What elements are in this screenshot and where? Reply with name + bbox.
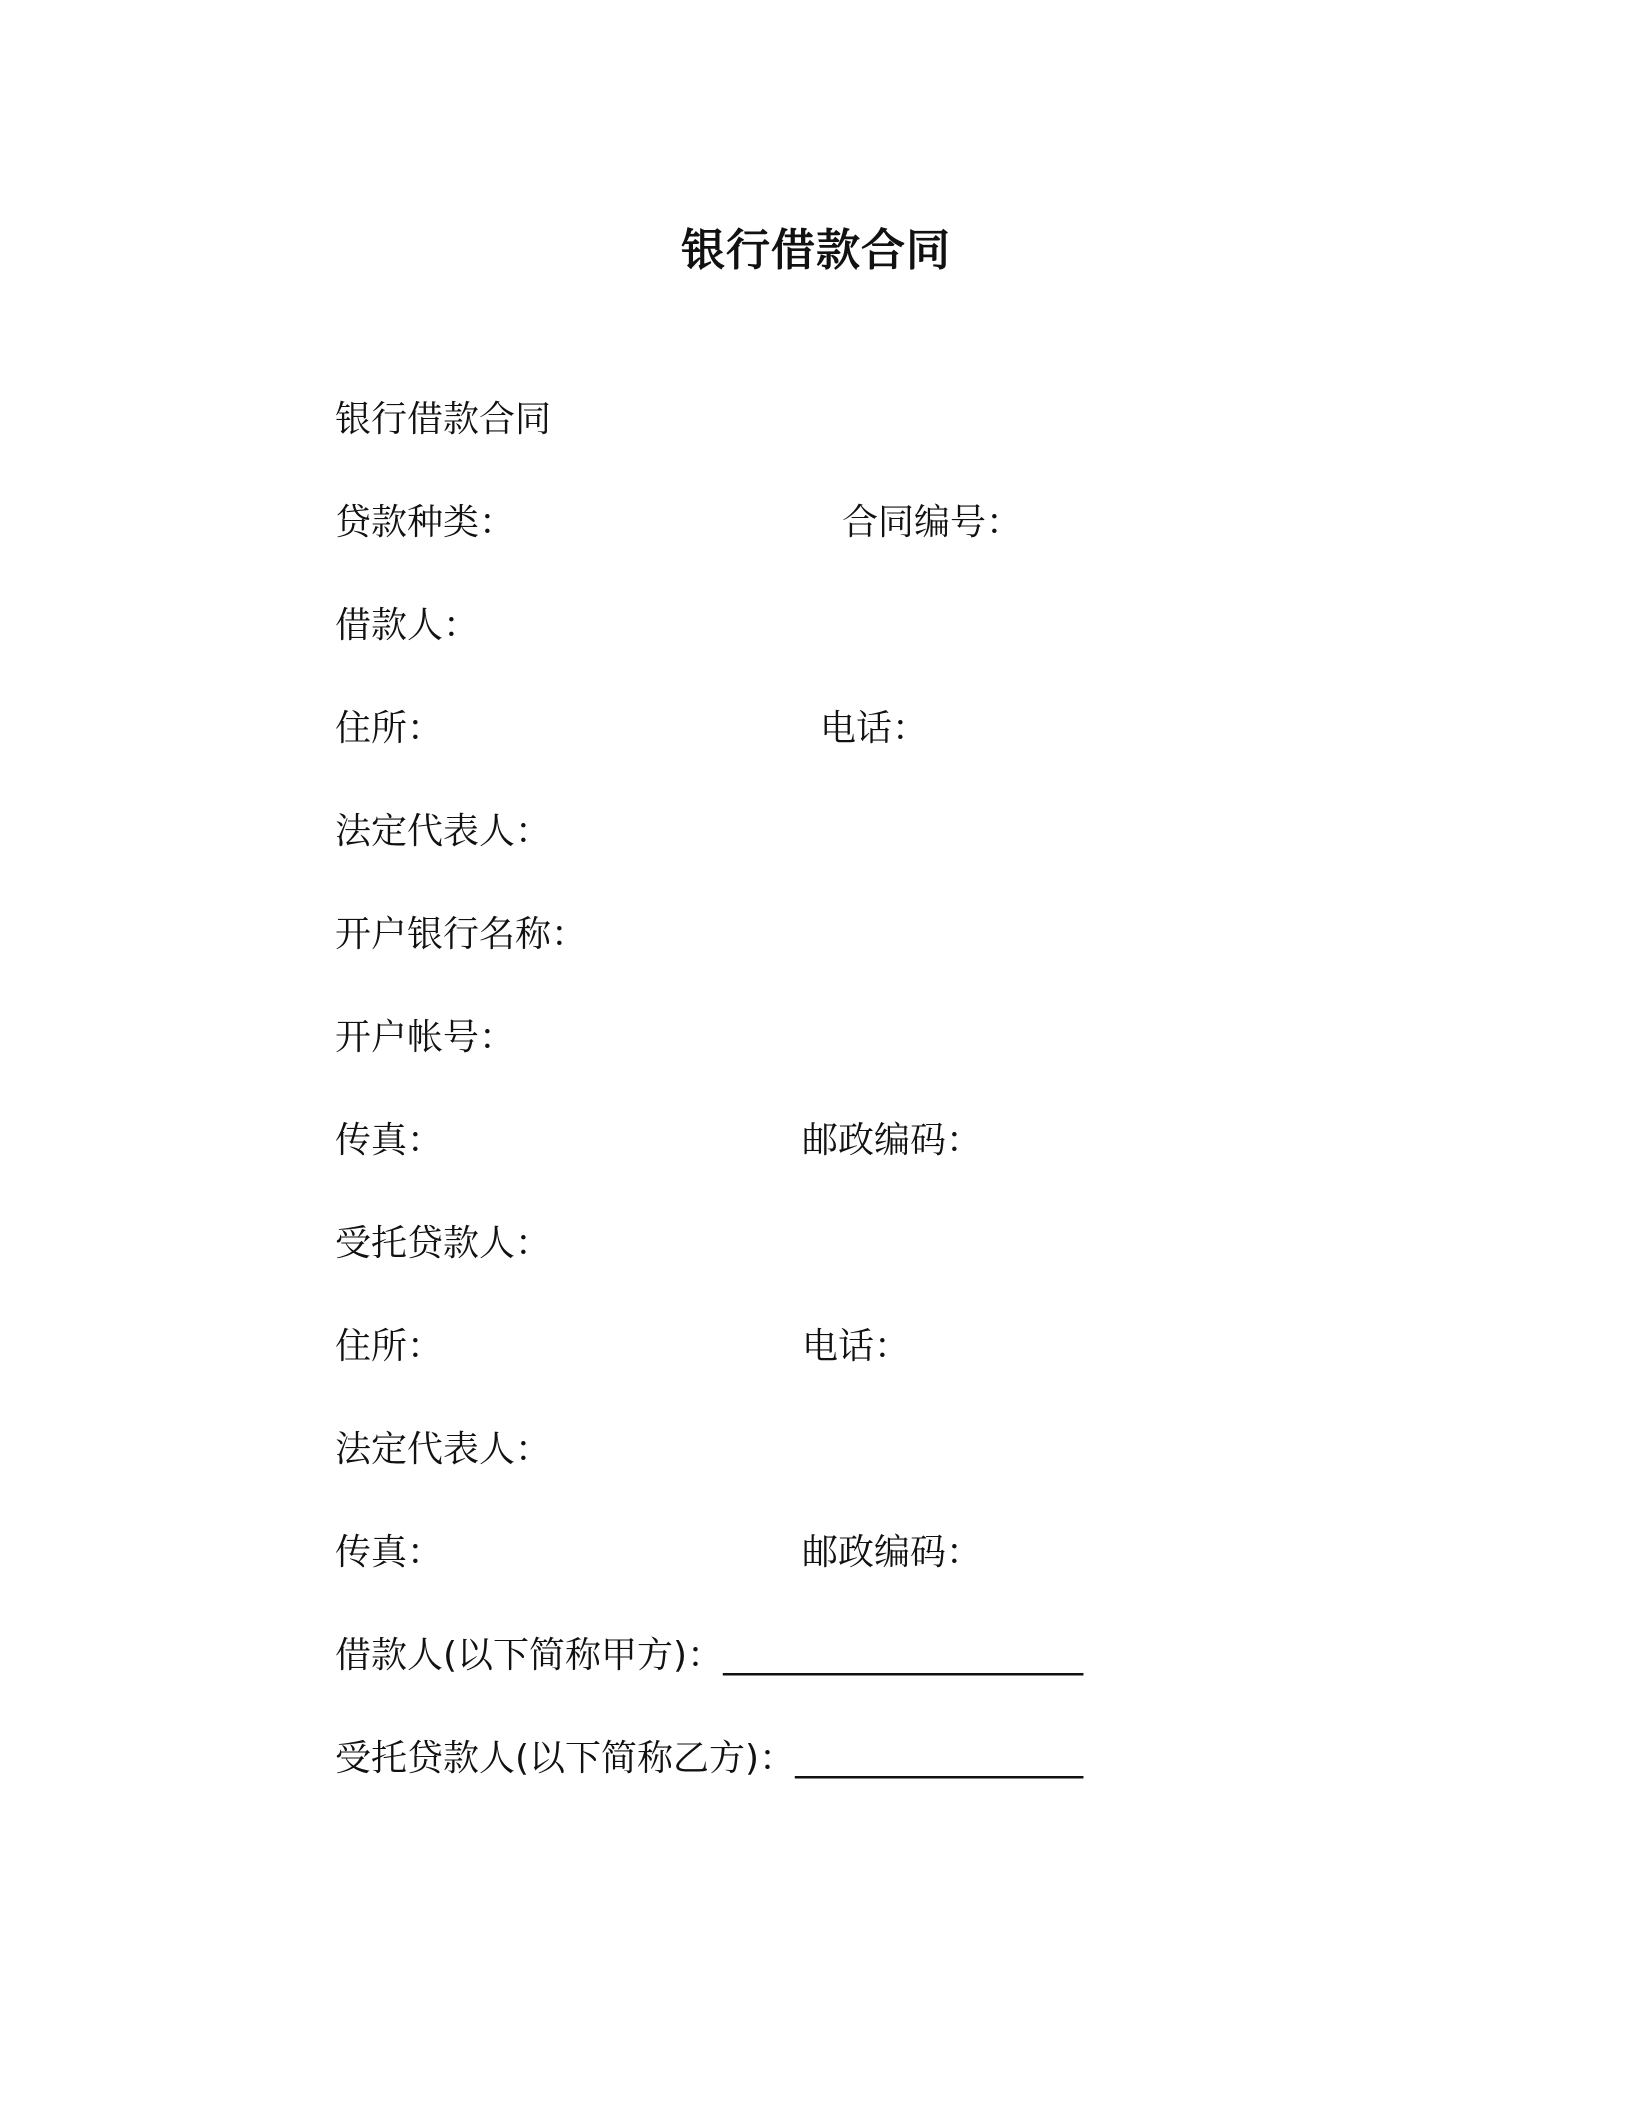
borrower-label: 借款人： xyxy=(335,605,480,646)
contract-number-label: 合同编号： xyxy=(842,502,1023,543)
trustee-address-label: 住所： xyxy=(335,1326,444,1367)
bank-name-label: 开户银行名称： xyxy=(335,914,588,955)
trustee-legal-rep-label: 法定代表人： xyxy=(335,1429,552,1470)
trustee-phone-label: 电话： xyxy=(802,1326,911,1367)
document-subtitle: 银行借款合同 xyxy=(335,399,552,440)
trustee-postcode-label: 邮政编码： xyxy=(802,1532,983,1573)
borrower-address-label: 住所： xyxy=(335,708,444,749)
trustee-lender-label: 受托贷款人： xyxy=(335,1223,552,1264)
party-a-line: 借款人(以下简称甲方)：____________________ xyxy=(335,1635,1084,1676)
trustee-fax-label: 传真： xyxy=(335,1532,444,1573)
borrower-fax-label: 传真： xyxy=(335,1120,444,1161)
account-number-label: 开户帐号： xyxy=(335,1017,516,1058)
loan-type-label: 贷款种类： xyxy=(335,502,516,543)
borrower-legal-rep-label: 法定代表人： xyxy=(335,811,552,852)
party-b-line: 受托贷款人(以下简称乙方)：________________ xyxy=(335,1738,1084,1779)
borrower-phone-label: 电话： xyxy=(820,708,929,749)
document-title: 银行借款合同 xyxy=(681,225,951,276)
borrower-postcode-label: 邮政编码： xyxy=(802,1120,983,1161)
